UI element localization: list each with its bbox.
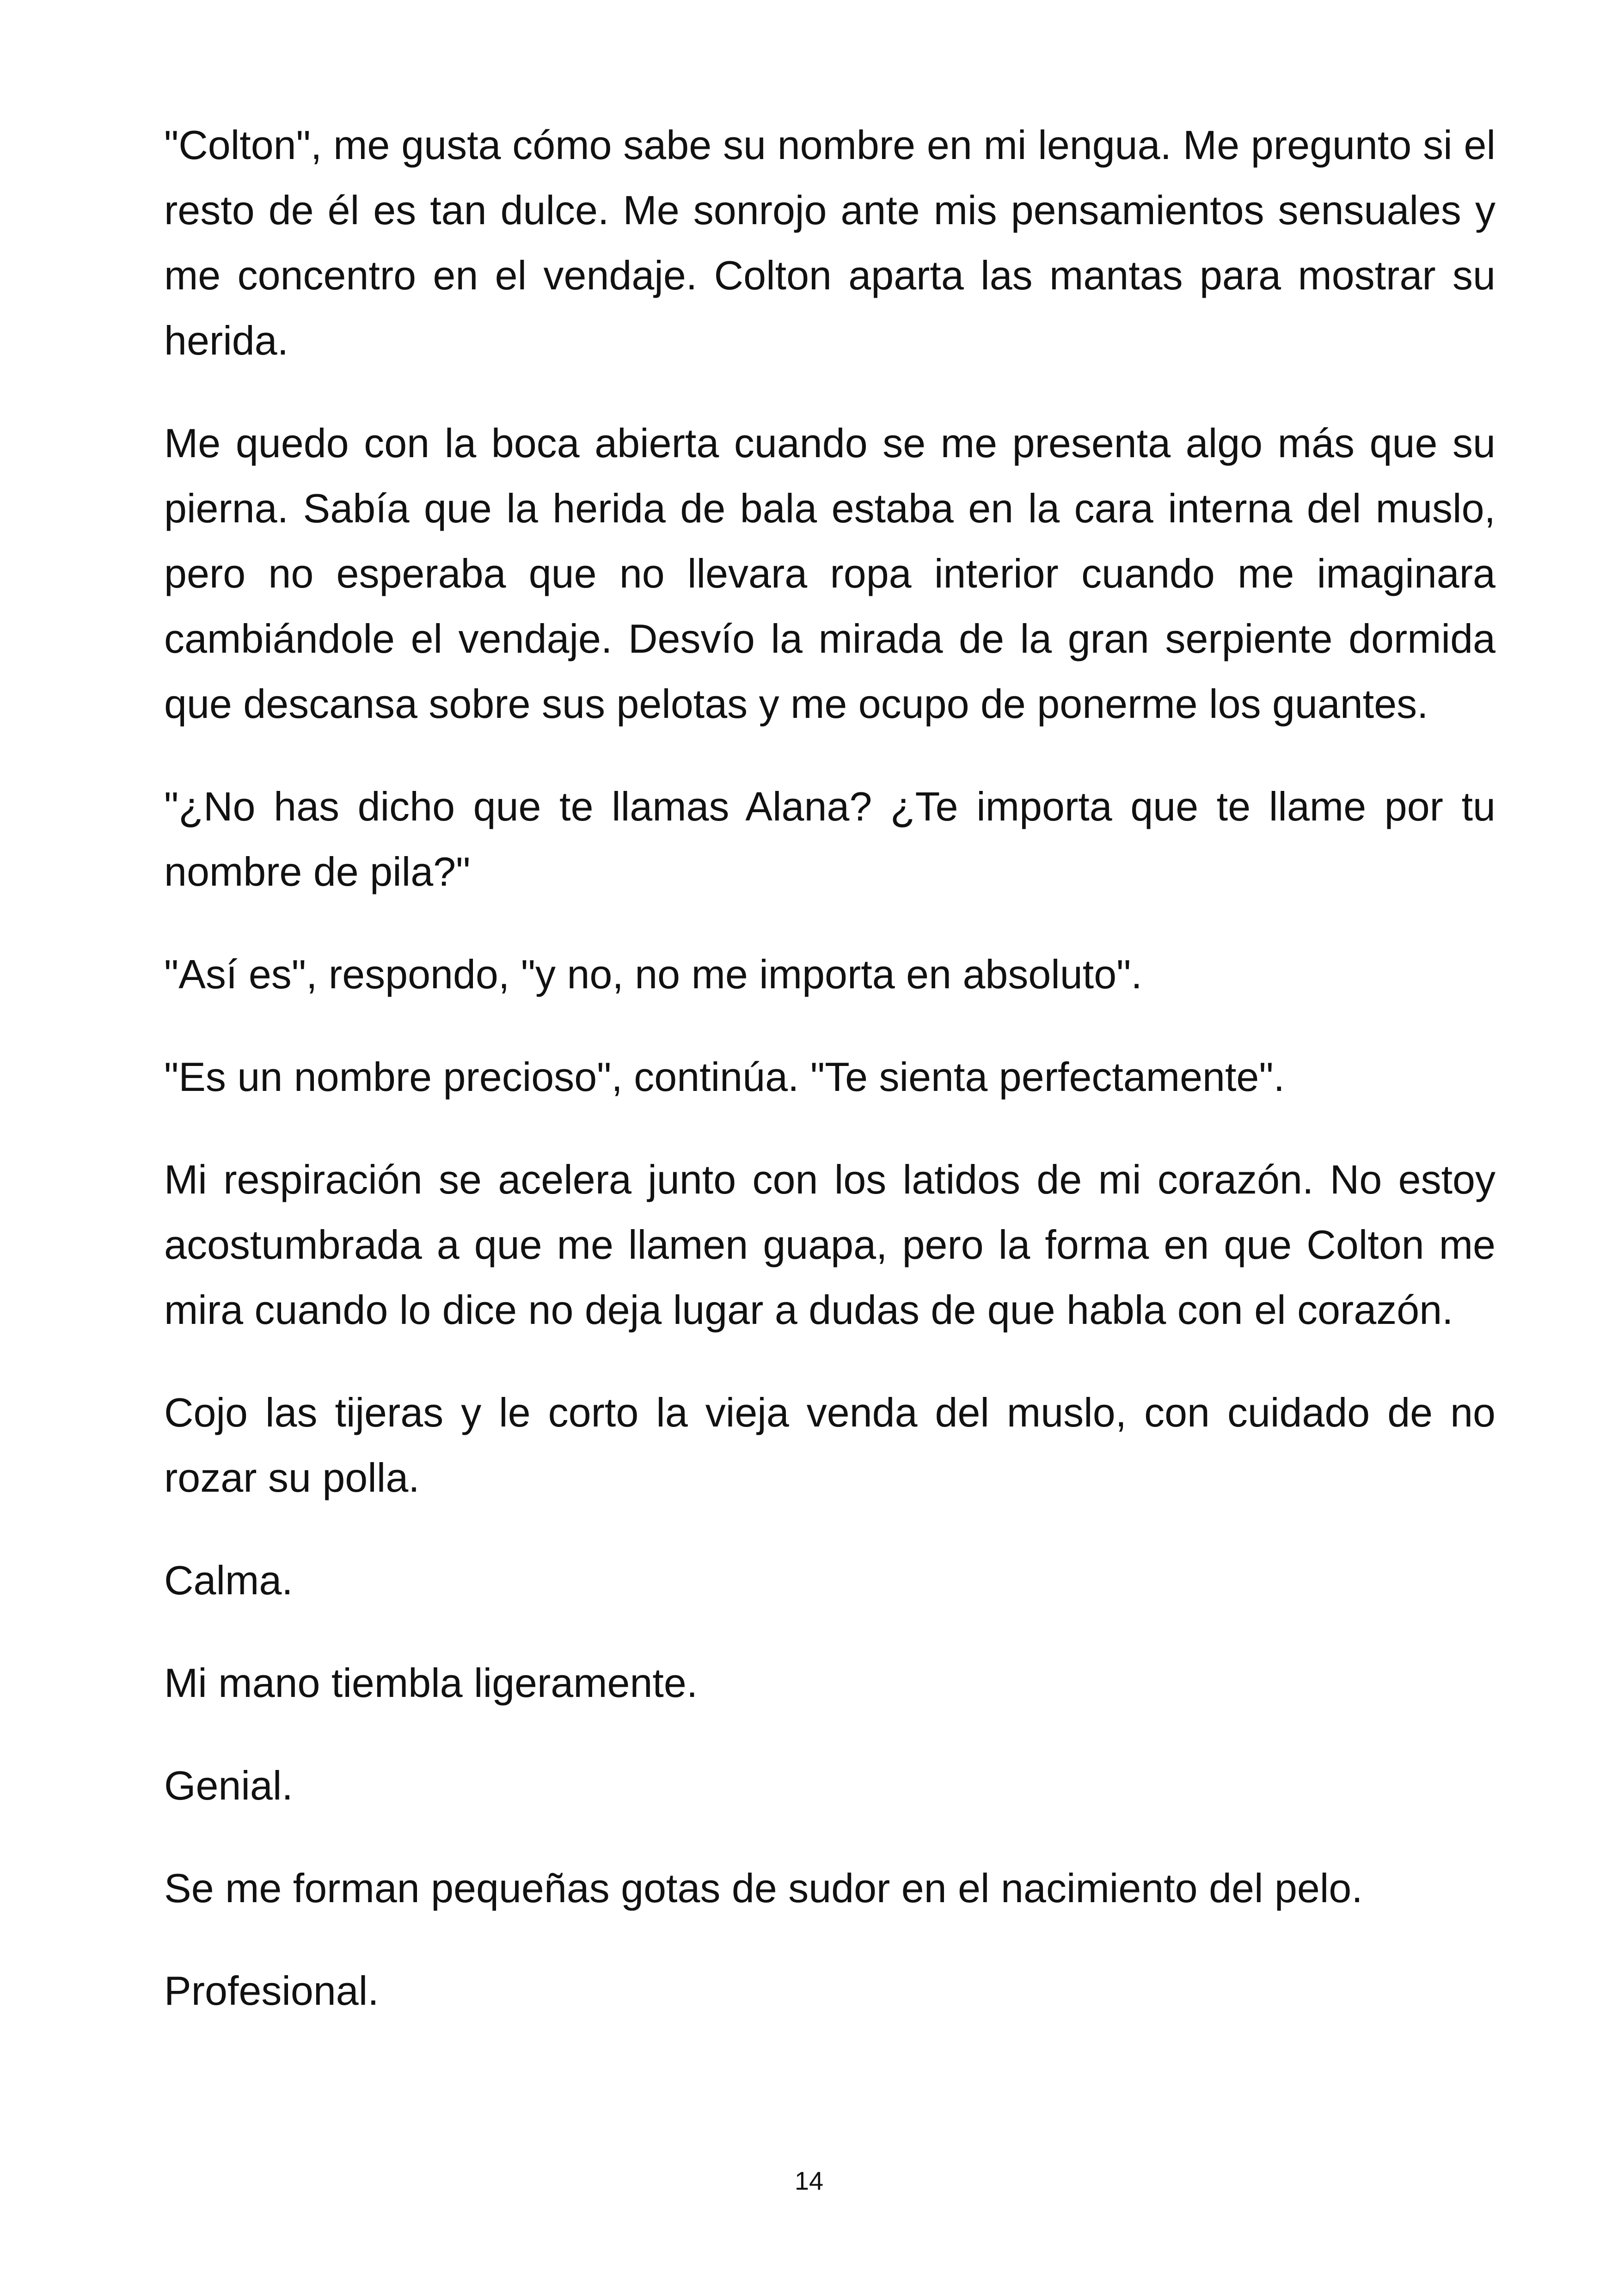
paragraph: Genial. (164, 1763, 293, 1808)
paragraph: Cojo las tijeras y le corto la vieja venda del muslo, con cuidado de no rozar su polla. (164, 1390, 1495, 1500)
paragraph: Mi mano tiembla ligeramente. (164, 1660, 698, 1706)
body-text (164, 112, 1495, 2061)
paragraph: Profesional. (164, 1968, 379, 2014)
paragraph: "¿No has dicho que te llamas Alana? ¿Te importa que te llame por tu nombre de pila?" (164, 784, 1495, 894)
paragraph: "Colton", me gusta cómo sabe su nombre en mi lengua. Me pregunto si el resto de él es tan dulce. Me sonrojo ante mis pensamientos sensuales y me concentro en el vendaje. Colton aparta las mantas para mostrar su herida. (164, 122, 1495, 363)
paragraph: Calma. (164, 1557, 293, 1603)
page-number: 14 (794, 2166, 824, 2195)
paragraph: "Es un nombre precioso", continúa. "Te sienta perfectamente". (164, 1054, 1285, 1100)
paragraph: Me quedo con la boca abierta cuando se me presenta algo más que su pierna. Sabía que la herida de bala estaba en la cara interna del muslo, pero no esperaba que no llevara ropa interior cuando me imaginara cambiándole el vendaje. Desvío la mirada de la gran serpiente dormida que descansa sobre sus pelotas y me ocupo de ponerme los guantes. (164, 420, 1495, 727)
paragraph: "Así es", respondo, "y no, no me importa en absoluto". (164, 951, 1142, 997)
paragraph: Mi respiración se acelera junto con los latidos de mi corazón. No estoy acostumbrada a que me llamen guapa, pero la forma en que Colton me mira cuando lo dice no deja lugar a dudas de que habla con el corazón. (164, 1157, 1495, 1333)
paragraph: Se me forman pequeñas gotas de sudor en el nacimiento del pelo. (164, 1865, 1363, 1911)
